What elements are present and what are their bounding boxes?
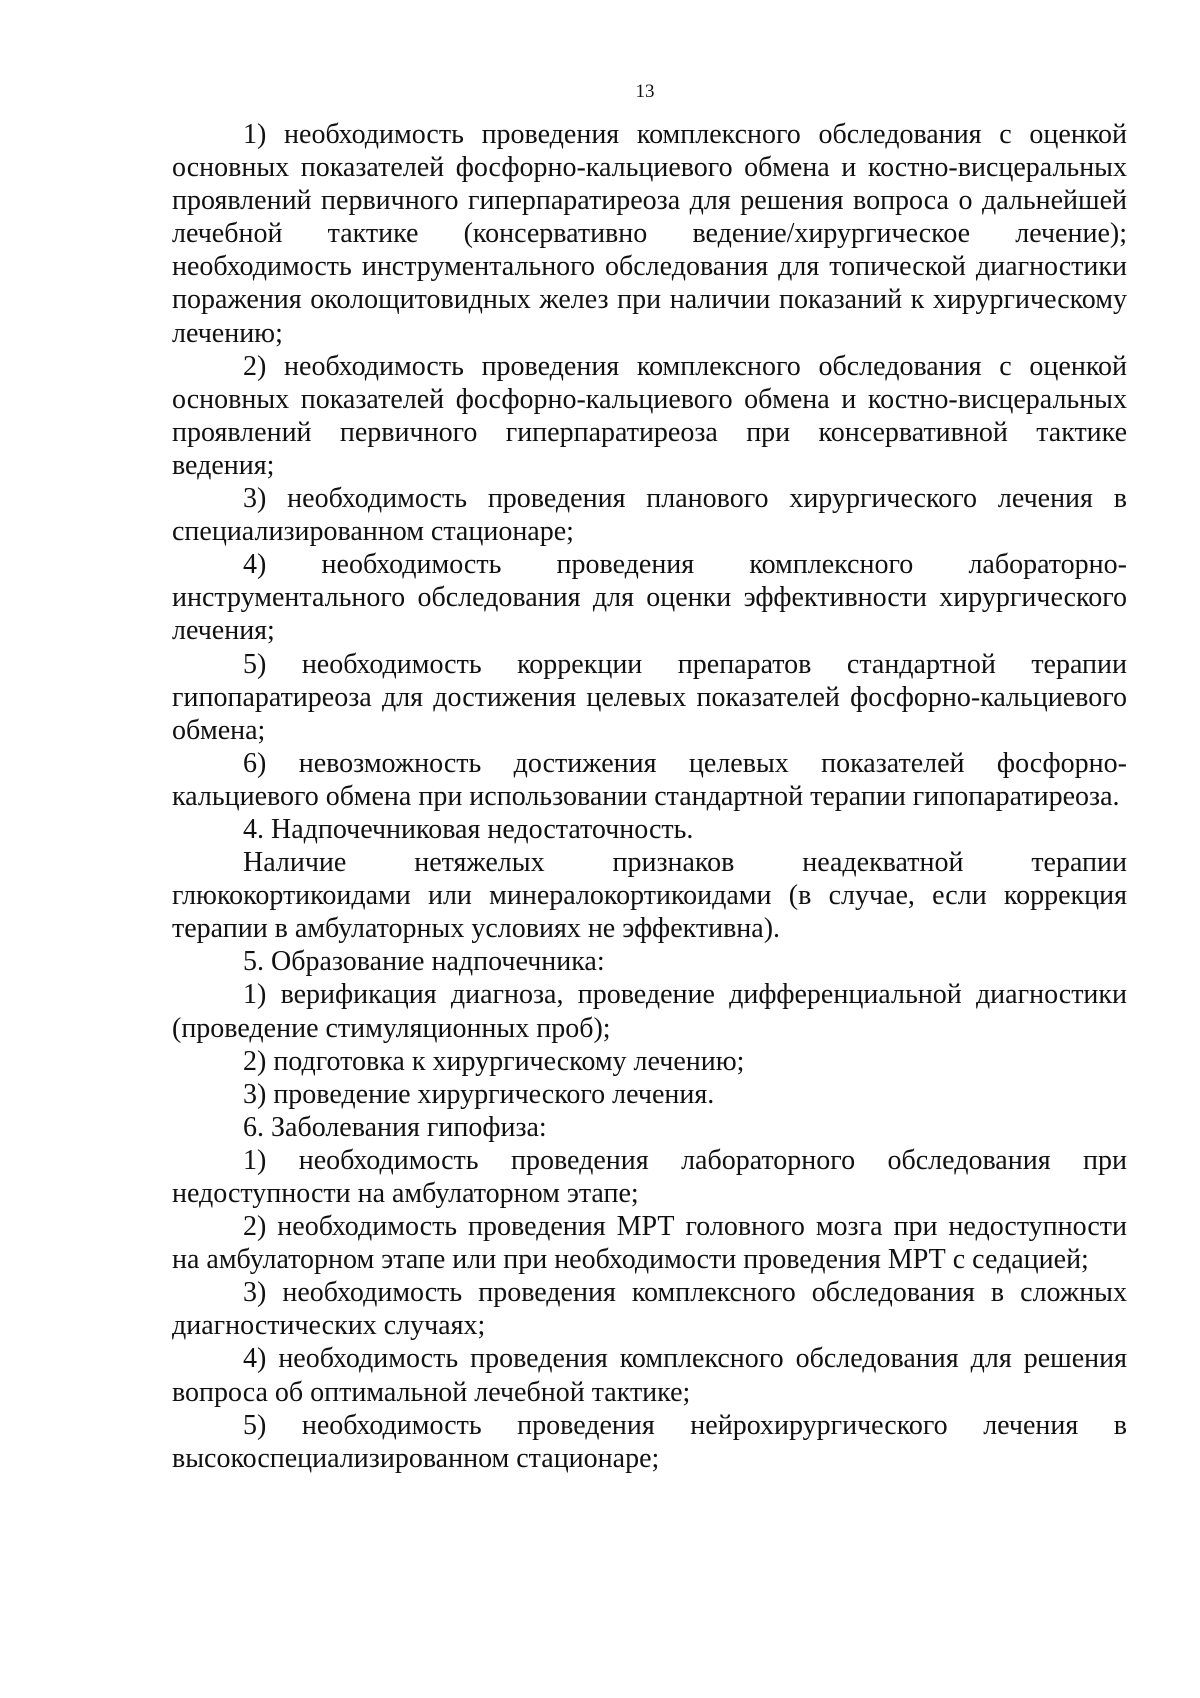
paragraph-pg-1-item-6: 6) невозможность достижения целевых показателей фосфорно-кальциевого обмена при использовании стандартной терапии гипопаратиреоза. (172, 747, 1127, 812)
paragraph-pituitary-item-3: 3) необходимость проведения комплексного обследования в сложных диагностических случаях; (172, 1277, 1127, 1342)
paragraph-pituitary-item-1: 1) необходимость проведения лабораторного обследования при недоступности на амбулаторном этапе; (172, 1144, 1127, 1209)
paragraph-pg-1-item-3: 3) необходимость проведения планового хирургического лечения в специализированном стационаре; (172, 483, 1127, 548)
paragraph-adrenal-insufficiency: Наличие нетяжелых признаков неадекватной терапии глюкокортикоидами или минералокортикоидами (в случае, если коррекция терапии в амбулаторных условиях не эффективна). (172, 847, 1127, 945)
section-heading-pituitary: 6. Заболевания гипофиза: (243, 1111, 547, 1143)
paragraph-pituitary-item-2: 2) необходимость проведения МРТ головного мозга при недоступности на амбулаторном этапе или при необходимости проведения МРТ с седацией; (172, 1211, 1127, 1276)
paragraph-pg-1-item-1: 1) необходимость проведения комплексного обследования с оценкой основных показателей фосфорно-кальциевого обмена и костно-висцеральных проявлений первичного гиперпаратиреоза для решения вопроса о дальнейшей лечебной тактике (консервативно ведение/хирургическое лечение); необходимость инструментального обследования для топической диагностики поражения околощитовидных желез при наличии показаний к хирургическому лечению; (172, 119, 1127, 349)
document-body (172, 118, 1127, 1475)
paragraph-pituitary-item-4: 4) необходимость проведения комплексного обследования для решения вопроса об оптимальной лечебной тактике; (172, 1343, 1127, 1408)
paragraph-pg-1-item-2: 2) необходимость проведения комплексного обследования с оценкой основных показателей фосфорно-кальциевого обмена и костно-висцеральных проявлений первичного гиперпаратиреоза при консервативной тактике ведения; (172, 350, 1127, 481)
paragraph-pituitary-item-5: 5) необходимость проведения нейрохирургического лечения в высокоспециализированном стационаре; (172, 1409, 1127, 1474)
paragraph-adrenal-item-1: 1) верификация диагноза, проведение дифференциальной диагностики (проведение стимуляционных проб); (172, 979, 1127, 1044)
paragraph-pg-1-item-4: 4) необходимость проведения комплексного лабораторно-инструментального обследования для оценки эффективности хирургического лечения; (172, 549, 1127, 647)
section-heading-adrenal-insufficiency: 4. Надпочечниковая недостаточность. (243, 813, 694, 845)
paragraph-pg-1-item-5: 5) необходимость коррекции препаратов стандартной терапии гипопаратиреоза для достижения целевых показателей фосфорно-кальциевого обмена; (172, 648, 1127, 746)
page-number: 13 (635, 81, 655, 102)
section-heading-adrenal-mass: 5. Образование надпочечника: (243, 946, 605, 978)
paragraph-adrenal-item-3: 3) проведение хирургического лечения. (243, 1078, 715, 1110)
paragraph-adrenal-item-2: 2) подготовка к хирургическому лечению; (243, 1045, 745, 1077)
